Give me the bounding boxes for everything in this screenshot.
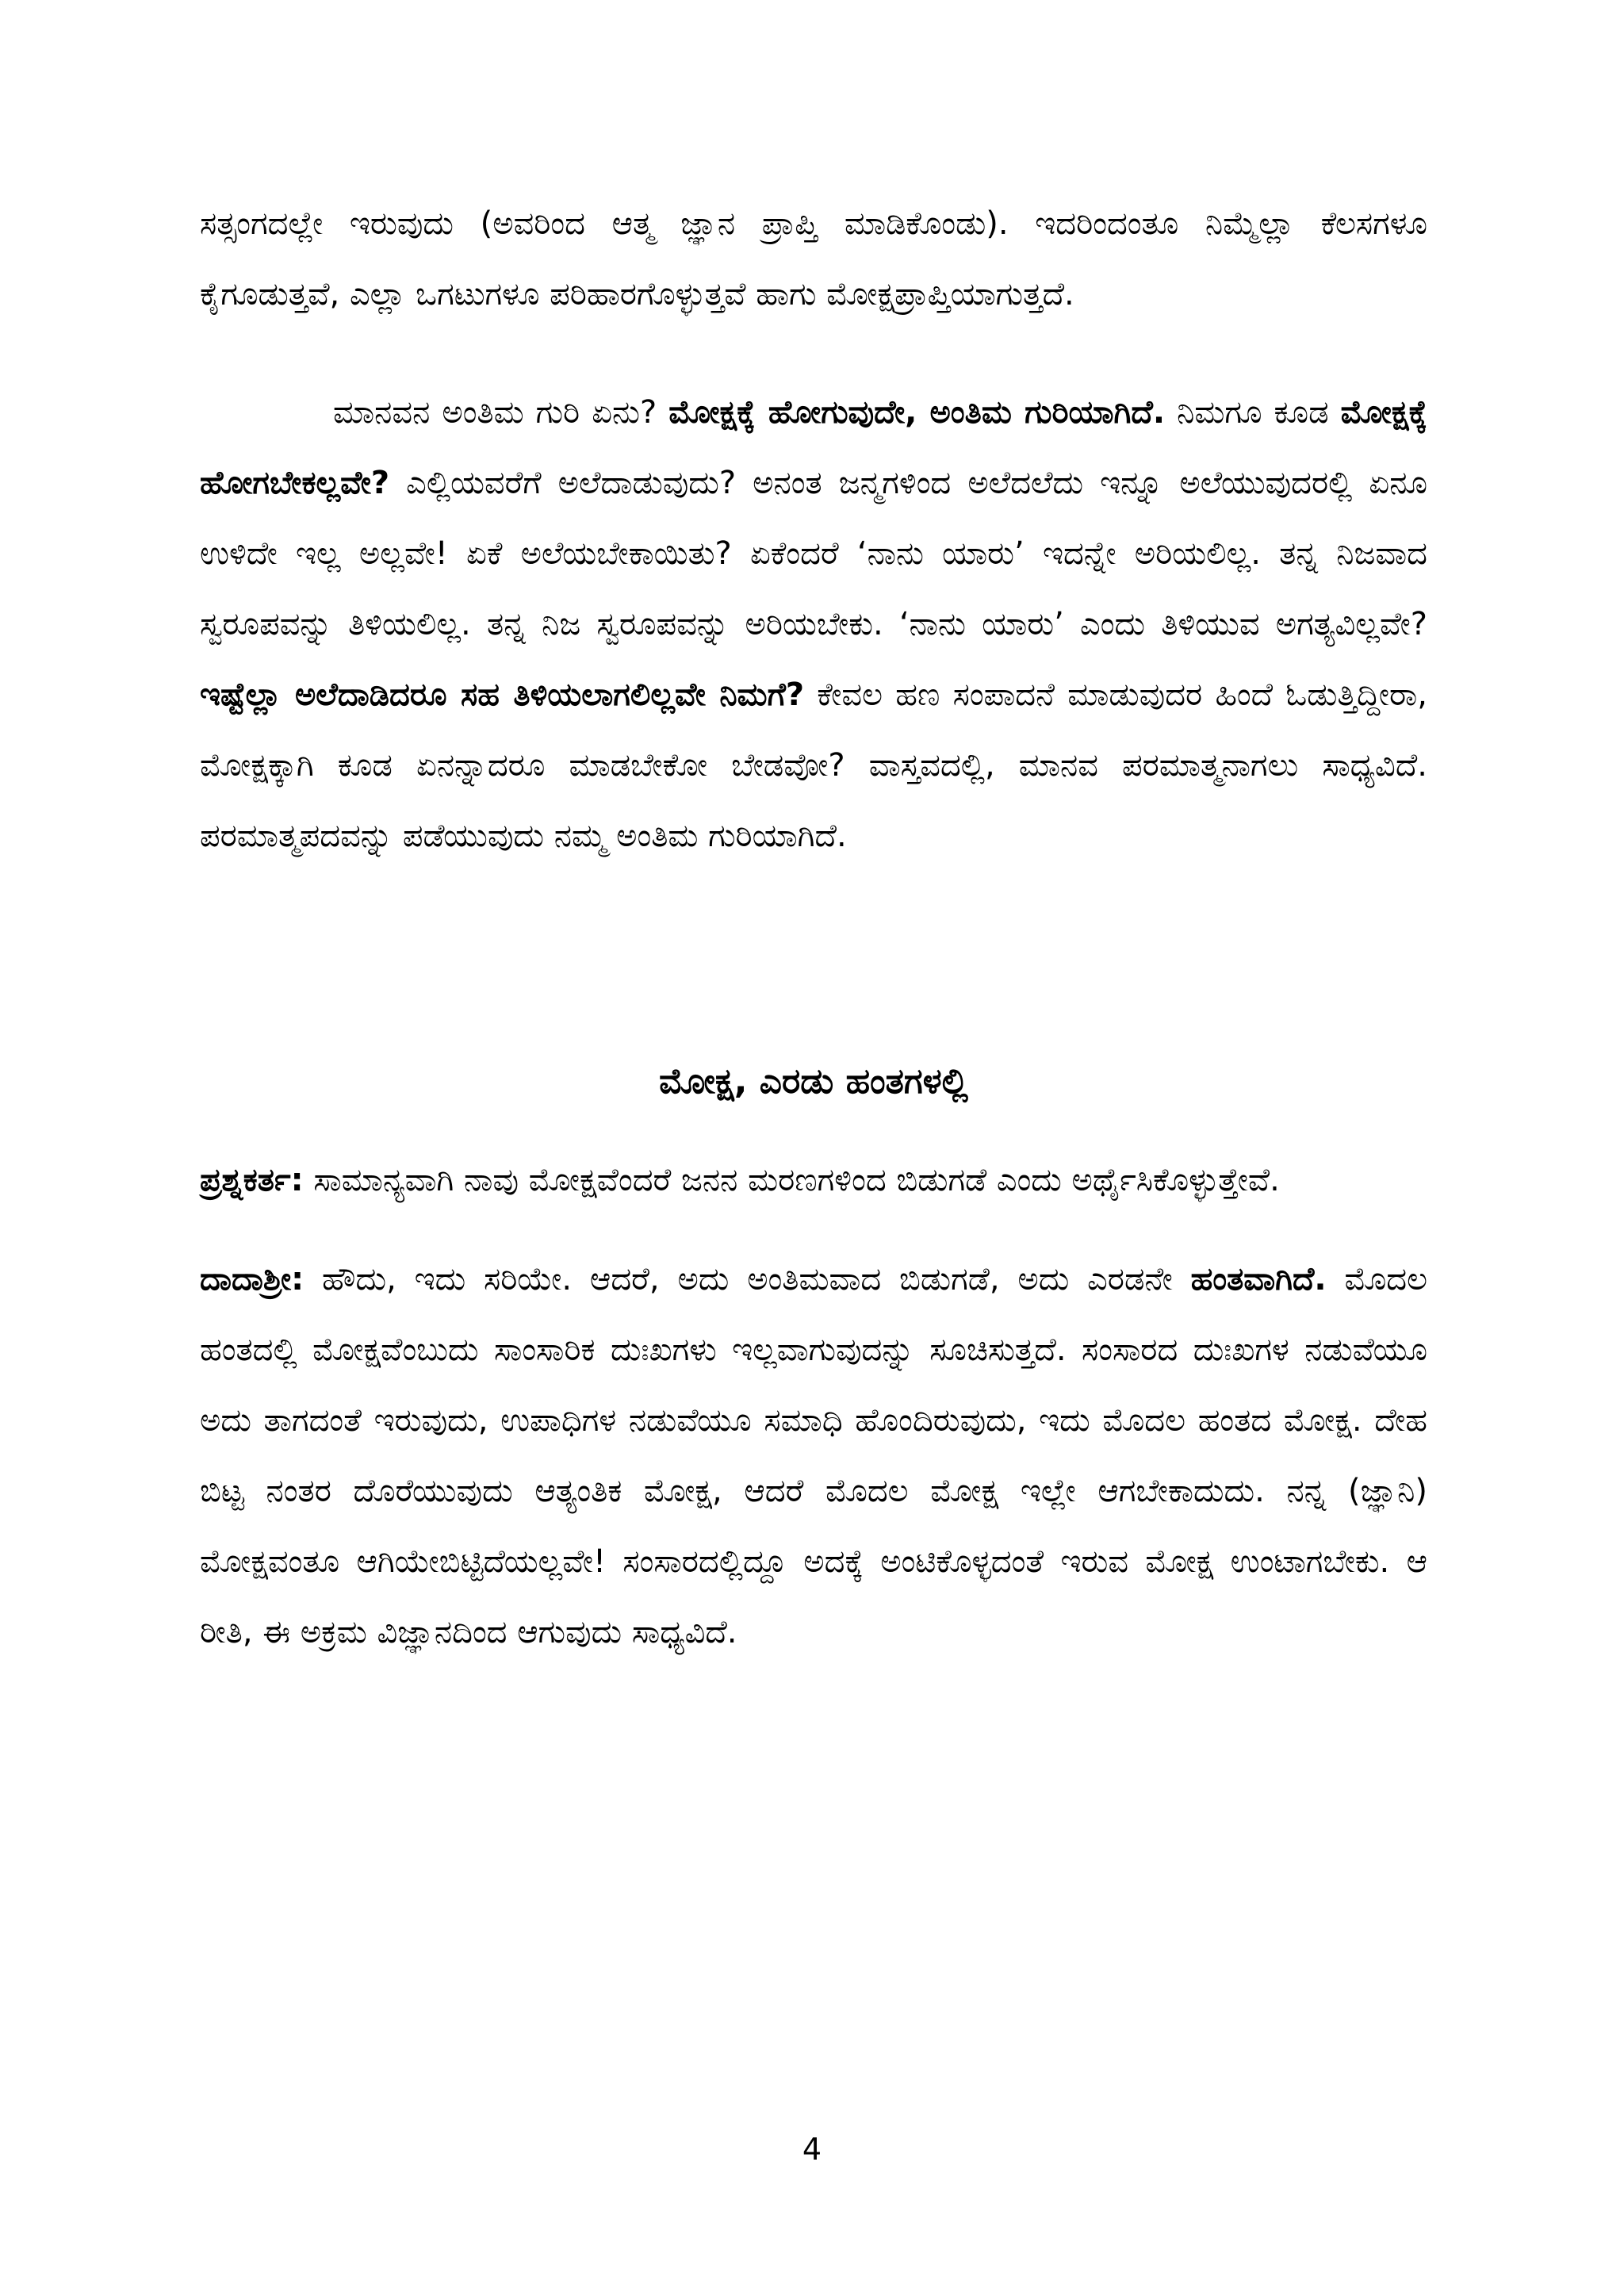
question-text: ಸಾಮಾನ್ಯವಾಗಿ ನಾವು ಮೋಕ್ಷವೆಂದರೆ ಜನನ ಮರಣಗಳಿಂದ ಬಿಡುಗಡೆ ಎಂದು ಅರ್ಥೈಸಿಕೊಳ್ಳುತ್ತೇವೆ.	[303, 1162, 1280, 1198]
goal-text-6-bold: ಇಷ್ಟೆಲ್ಲಾ ಅಲೆದಾಡಿದರೂ ಸಹ ತಿಳಿಯಲಾಗಲಿಲ್ಲವೇ ನಿಮಗೆ?	[200, 677, 805, 713]
goal-text-5: ಎಲ್ಲಿಯವರೆಗೆ ಅಲೆದಾಡುವುದು? ಅನಂತ ಜನ್ಮಗಳಿಂದ ಅಲೆದಲೆದು ಇನ್ನೂ ಅಲೆಯುವುದರಲ್ಲಿ ಏನೂ ಉಳಿದೇ ಇಲ್ಲ ಅಲ್ಲವೇ! ಏಕೆ ಅಲೆಯಬೇಕಾಯಿತು? ಏಕೆಂದರೆ ‘ನಾನು ಯಾರು’ ಇದನ್ನೇ ಅರಿಯಲಿಲ್ಲ. ತನ್ನ ನಿಜವಾದ ಸ್ವರೂಪವನ್ನು ತಿಳಿಯಲಿಲ್ಲ. ತನ್ನ ನಿಜ ಸ್ವರೂಪವನ್ನು ಅರಿಯಬೇಕು. ‘ನಾನು ಯಾರು’ ಎಂದು ತಿಳಿಯುವ ಅಗತ್ಯವಿಲ್ಲವೇ?	[200, 465, 1427, 642]
answer-text-2-bold: ಹಂತವಾಗಿದೆ.	[1190, 1261, 1327, 1297]
page-content	[200, 189, 1427, 1668]
intro-paragraph: ಸತ್ಸಂಗದಲ್ಲೇ ಇರುವುದು (ಅವರಿಂದ ಆತ್ಮ ಜ್ಞಾನ ಪ್ರಾಪ್ತಿ ಮಾಡಿಕೊಂಡು). ಇದರಿಂದಂತೂ ನಿಮ್ಮೆಲ್ಲಾ ಕೆಲಸಗಳೂ ಕೈಗೂಡುತ್ತವೆ, ಎಲ್ಲಾ ಒಗಟುಗಳೂ ಪರಿಹಾರಗೊಳ್ಳುತ್ತವೆ ಹಾಗು ಮೋಕ್ಷಪ್ರಾಪ್ತಿಯಾಗುತ್ತದೆ.	[200, 205, 1427, 312]
answer-text-3: ಮೊದಲ ಹಂತದಲ್ಲಿ ಮೋಕ್ಷವೆಂಬುದು ಸಾಂಸಾರಿಕ ದುಃಖಗಳು ಇಲ್ಲವಾಗುವುದನ್ನು ಸೂಚಿಸುತ್ತದೆ. ಸಂಸಾರದ ದುಃಖಗಳ ನಡುವೆಯೂ ಅದು ತಾಗದಂತೆ ಇರುವುದು, ಉಪಾಧಿಗಳ ನಡುವೆಯೂ ಸಮಾಧಿ ಹೊಂದಿರುವುದು, ಇದು ಮೊದಲ ಹಂತದ ಮೋಕ್ಷ. ದೇಹ ಬಿಟ್ಟ ನಂತರ ದೊರೆಯುವುದು ಆತ್ಯಂತಿಕ ಮೋಕ್ಷ, ಆದರೆ ಮೊದಲ ಮೋಕ್ಷ ಇಲ್ಲೇ ಆಗಬೇಕಾದುದು. ನನ್ನ (ಜ್ಞಾನಿ) ಮೋಕ್ಷವಂತೂ ಆಗಿಯೇಬಿಟ್ಟಿದೆಯಲ್ಲವೇ! ಸಂಸಾರದಲ್ಲಿದ್ದೂ ಅದಕ್ಕೆ ಅಂಟಿಕೊಳ್ಳದಂತೆ ಇರುವ ಮೋಕ್ಷ ಉಂಟಾಗಬೇಕು. ಆ ರೀತಿ, ಈ ಅಕ್ರಮ ವಿಜ್ಞಾನದಿಂದ ಆಗುವುದು ಸಾಧ್ಯವಿದೆ.	[200, 1261, 1428, 1650]
questioner-label: ಪ್ರಶ್ನಕರ್ತ:	[200, 1162, 304, 1198]
goal-text-4-bold: ಮೋಕ್ಷಕ್ಕೆ ಹೋಗಬೇಕಲ್ಲವೇ?	[200, 394, 1427, 501]
page-number: 4	[802, 2132, 822, 2167]
goal-text-2-bold: ಮೋಕ್ಷಕ್ಕೆ ಹೋಗುವುದೇ, ಅಂತಿಮ ಗುರಿಯಾಗಿದೆ.	[668, 394, 1166, 431]
goal-text-1: ಮಾನವನ ಅಂತಿಮ ಗುರಿ ಏನು?	[333, 394, 669, 431]
goal-text-7: ಕೇವಲ ಹಣ ಸಂಪಾದನೆ ಮಾಡುವುದರ ಹಿಂದೆ ಓಡುತ್ತಿದ್ದೀರಾ, ಮೋಕ್ಷಕ್ಕಾಗಿ ಕೂಡ ಏನನ್ನಾದರೂ ಮಾಡಬೇಕೋ ಬೇಡವೋ? ವಾಸ್ತವದಲ್ಲಿ, ಮಾನವ ಪರಮಾತ್ಮನಾಗಲು ಸಾಧ್ಯವಿದೆ. ಪರಮಾತ್ಮಪದವನ್ನು ಪಡೆಯುವುದು ನಮ್ಮ ಅಂತಿಮ ಗುರಿಯಾಗಿದೆ.	[200, 677, 1428, 854]
answer-text-1: ಹೌದು, ಇದು ಸರಿಯೇ. ಆದರೆ, ಅದು ಅಂತಿಮವಾದ ಬಿಡುಗಡೆ, ಅದು ಎರಡನೇ	[304, 1261, 1191, 1297]
answerer-label: ದಾದಾಶ್ರೀ:	[200, 1261, 304, 1297]
question-paragraph	[200, 1145, 1427, 1216]
goal-paragraph	[200, 378, 1427, 872]
goal-text-3: ನಿಮಗೂ ಕೂಡ	[1165, 394, 1341, 431]
section-heading: ಮೋಕ್ಷ, ಎರಡು ಹಂತಗಳಲ್ಲಿ	[659, 1061, 968, 1102]
answer-paragraph	[200, 1244, 1427, 1668]
